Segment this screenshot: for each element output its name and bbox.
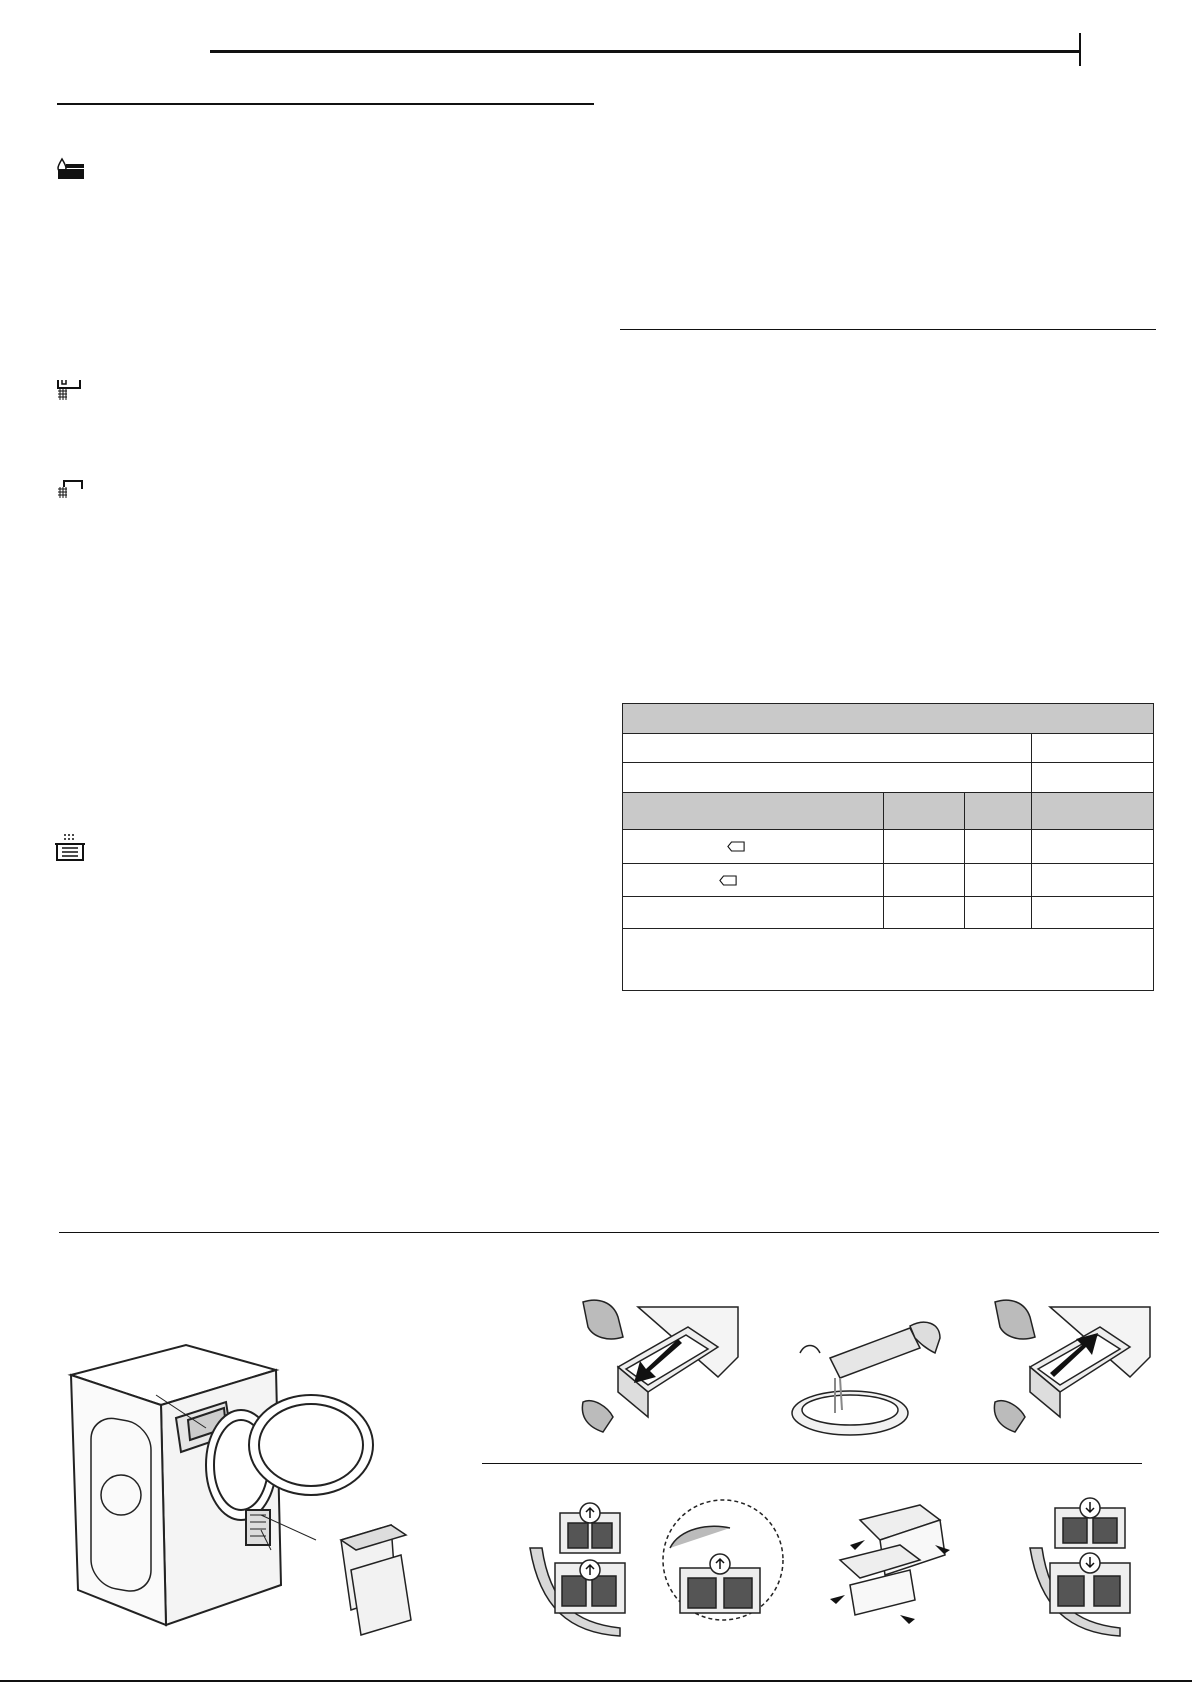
tag-icon	[719, 875, 737, 886]
bottom-section-rule	[59, 1232, 1159, 1233]
table-cell	[883, 864, 884, 897]
table-row	[623, 896, 1153, 929]
table-cell	[883, 793, 884, 830]
table-subheader-row	[623, 792, 1153, 830]
left-column-rule	[57, 103, 594, 105]
table-cell	[1031, 897, 1032, 929]
filter-wash-icon	[54, 832, 86, 864]
table-cell	[964, 793, 965, 830]
header-rule	[210, 50, 1080, 53]
table-cell	[964, 830, 965, 864]
push-in-water-tank-illustration	[990, 1297, 1150, 1447]
table-row	[623, 863, 1153, 897]
condenser-clean-icon	[56, 378, 86, 402]
table-header-row	[623, 704, 1153, 733]
table-cell	[883, 897, 884, 929]
table-cell	[1031, 763, 1032, 793]
spec-table	[622, 703, 1154, 991]
table-row	[623, 762, 1153, 793]
remove-filter-illustration	[530, 1488, 780, 1638]
table-cell	[964, 897, 965, 929]
dryer-open-door-illustration	[66, 1340, 446, 1640]
open-filter-illustration	[820, 1500, 980, 1630]
insert-filter-illustration	[1030, 1488, 1150, 1638]
table-cell	[1031, 793, 1032, 830]
tag-icon	[727, 841, 745, 852]
table-cell	[1031, 864, 1032, 897]
right-column-rule	[620, 329, 1156, 330]
table-cell	[964, 864, 965, 897]
table-cell	[883, 830, 884, 864]
table-footnote-row	[623, 928, 1153, 991]
condenser-icon	[56, 478, 86, 500]
table-row	[623, 733, 1153, 763]
table-cell	[1031, 830, 1032, 864]
table-cell	[1031, 734, 1032, 763]
table-row	[623, 829, 1153, 864]
empty-tank-in-sink-illustration	[790, 1318, 945, 1438]
illustration-divider	[482, 1463, 1142, 1464]
pull-out-water-tank-illustration	[578, 1297, 738, 1447]
footer-rule	[0, 1680, 1192, 1682]
header-rule-tick	[1079, 33, 1081, 66]
water-tank-icon	[56, 158, 86, 180]
